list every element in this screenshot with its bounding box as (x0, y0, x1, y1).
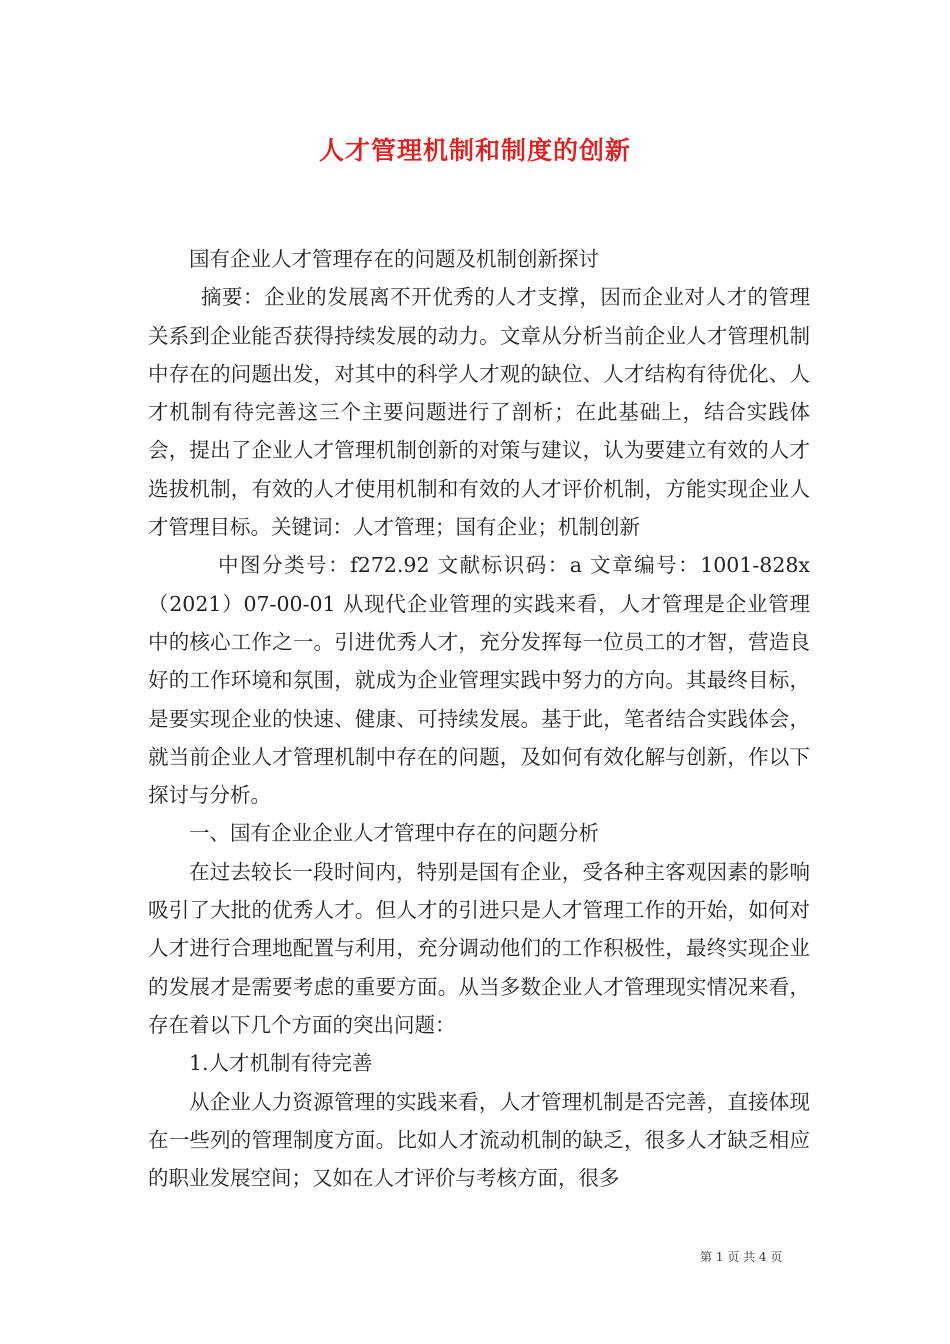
classification-paragraph: 中图分类号：f272.92 文献标识码：a 文章编号：1001-828x（2021）07-00-01 从现代企业管理的实践来看，人才管理是企业管理中的核心工作之一。引进优秀人才，充分发挥每一位员工的才智，营造良好的工作环境和氛围，就成为企业管理实践中努力的方向。其最终目标，是要实现企业的快速、健康、可持续发展。基于此，笔者结合实践体会，就当前企业人才管理机制中存在的问题，及如何有效化解与创新，作以下探讨与分析。 (148, 553, 810, 808)
section-heading: 一、国有企业企业人才管理中存在的问题分析 (189, 821, 599, 846)
subsection-heading: 1.人才机制有待完善 (189, 1051, 373, 1076)
article-subtitle: 国有企业人才管理存在的问题及机制创新探讨 (189, 247, 599, 271)
body-paragraph: 从企业人力资源管理的实践来看，人才管理机制是否完善，直接体现在一些列的管理制度方面。比如人才流动机制的缺乏，很多人才缺乏相应的职业发展空间；又如在人才评价与考核方面，很多 (148, 1089, 810, 1191)
document-title: 人才管理机制和制度的创新 (318, 136, 631, 165)
document-body (148, 240, 810, 1197)
page-number: 第 1 页 共 4 页 (700, 1250, 783, 1264)
abstract-paragraph: 摘要：企业的发展离不开优秀的人才支撑，因而企业对人才的管理关系到企业能否获得持续发展的动力。文章从分析当前企业人才管理机制中存在的问题出发，对其中的科学人才观的缺位、人才结构有待优化、人才机制有待完善这三个主要问题进行了剖析；在此基础上，结合实践体会，提出了企业人才管理机制创新的对策与建议，认为要建立有效的人才选拔机制，有效的人才使用机制和有效的人才评价机制，方能实现企业人才管理目标。关键词：人才管理；国有企业；机制创新 (148, 285, 810, 540)
body-paragraph: 在过去较长一段时间内，特别是国有企业，受各种主客观因素的影响吸引了大批的优秀人才。但人才的引进只是人才管理工作的开始，如何对人才进行合理地配置与利用，充分调动他们的工作积极性，最终实现企业的发展才是需要考虑的重要方面。从当多数企业人才管理现实情况来看，存在着以下几个方面的突出问题： (148, 859, 810, 1037)
